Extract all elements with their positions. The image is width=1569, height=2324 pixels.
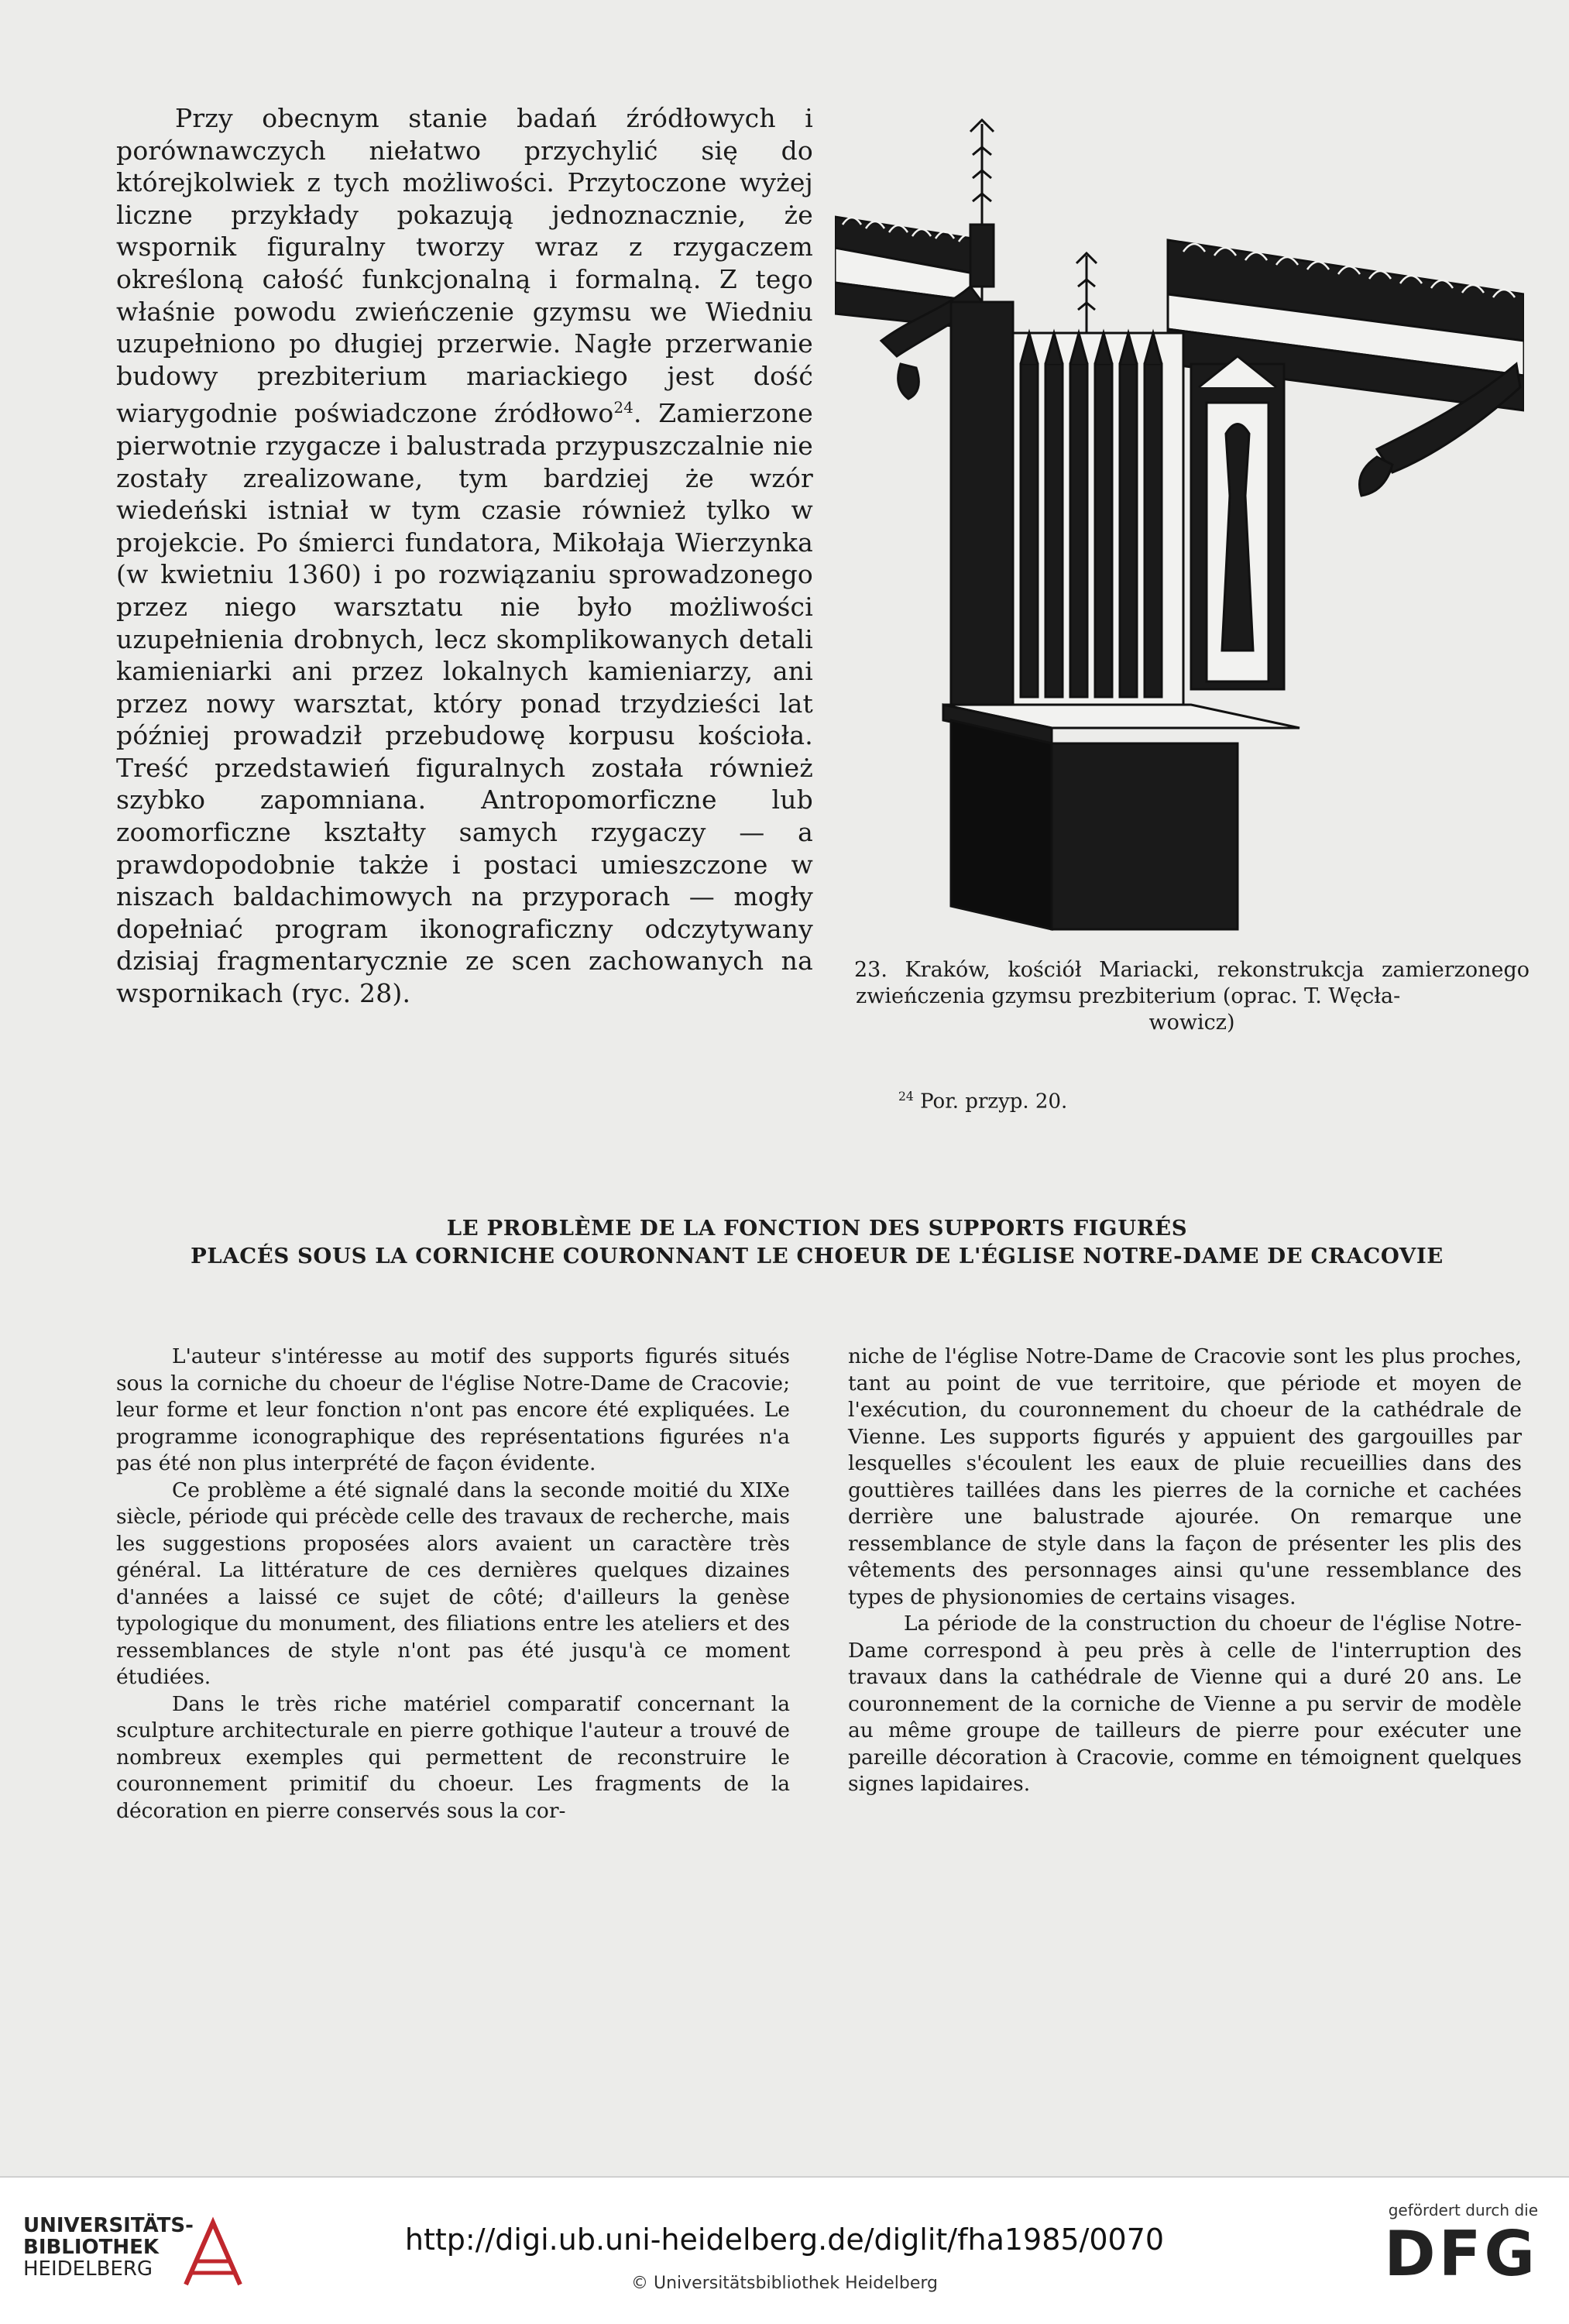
- footnote: [898, 1084, 1363, 1114]
- cornice-drawing-illustration: [835, 108, 1524, 945]
- caption-text: 23. Kraków, kościół Mariacki, rekonstrukcja zamierzonego zwieńczenia gzymsu prezbiterium (oprac. T. Węcła-: [854, 958, 1530, 1008]
- source-url-link[interactable]: http://digi.ub.uni-heidelberg.de/diglit/fha1985/0070: [404, 2223, 1165, 2257]
- polish-paragraph: Przy obecnym stanie badań źródłowych i porównawczych niełatwo przychylić się do którejkolwiek z tych możliwości. Przytoczone wyżej liczne przykłady pokazują jednoznacznie, że wspornik figuralny tworzy wraz z rzygaczem określoną całość funkcjonalną i formalną. Z tego właśnie powodu zwieńczenie gzymsu we Wiedniu uzupełniono po długiej przerwie. Nagłe przerwanie budowy prezbiterium mariackiego jest dość wiarygodnie poświadczone źródłowo: [116, 103, 813, 429]
- french-paragraph: niche de l'église Notre-Dame de Cracovie sont les plus proches, tant au point de vue territoire, que période et moyen de l'exécution, du couronnement du choeur de la cathédrale de Vienne. Les supports figurés y appuient des gargouilles par lesquelles s'écoulent les eaux de pluie recueillies dans des gouttières taillées dans les pierres de la corniche et cachées derrière une balustrade ajourée. On remarque une ressemblance de style dans la façon de présenter les plis des vêtements des personnages ainsi qu'une ressemblance des types de physionomies de certains visages.: [848, 1344, 1522, 1609]
- caption-last-line: wowicz): [1148, 1011, 1235, 1035]
- copyright-notice: © Universitätsbibliothek Heidelberg: [630, 2274, 938, 2293]
- library-name-line-1: UNIVERSITÄTS-: [23, 2214, 194, 2237]
- french-paragraph: Ce problème a été signalé dans la seconde moitié du XIXe siècle, période qui précède celle des travaux de recherche, mais les suggestions proposées alors avaient un caractère très général. La littérature de ces dernières quelques dizaines d'années a laissé ce sujet de côté; d'ailleurs la genèse typologique du monument, des filiations entre les ateliers et des ressemblances de style n'ont pas été jusqu'à ce moment étudiées.: [116, 1478, 790, 1689]
- library-name-line-3: HEIDELBERG: [23, 2257, 153, 2281]
- summary-title-line-1: LE PROBLÈME DE LA FONCTION DES SUPPORTS FIGURÉS: [446, 1216, 1188, 1241]
- sponsor-label: gefördert durch die: [1388, 2201, 1538, 2219]
- french-summary-left-column: [116, 1344, 790, 1825]
- french-paragraph: Dans le très riche matériel comparatif concernant la sculpture architecturale en pierre gothique l'auteur a trouvé de nombreux exemples qui permettent de reconstruire le couronnement primitif du choeur. Les fragments de la décoration en pierre conservés sous la cor-: [116, 1691, 790, 1823]
- dfg-logo-text: DFG: [1384, 2218, 1538, 2290]
- library-name-line-2: BIBLIOTHEK: [23, 2236, 160, 2259]
- polish-paragraph-continued: . Zamierzone pierwotnie rzygacze i balustrada przypuszczalnie nie zostały zrealizowane, tym bardziej że wzór wiedeński istniał w tym czasie również tylko w projekcie. Po śmierci fundatora, Mikołaja Wierzynka (w kwietniu 1360) i po rozwiązaniu sprowadzonego przez niego warsztatu nie było możliwości uzupełnienia drobnych, lecz skomplikowanych detali kamieniarki ani przez lokalnych kamieniarzy, ani przez nowy warsztat, który ponad trzydzieści lat później prowadził przebudowę korpusu kościoła. Treść przedstawień figuralnych została również szybko zapomniana. Antropomorficzne lub zoomorficzne kształty samych rzygaczy — a prawdopodobnie także i postaci umieszczone w niszach baldachimowych na przyporach — mogły dopełniać program ikonograficzny odczytywany dzisiaj fragmentarycznie ze scen zachowanych na wspornikach (ryc. 28).: [116, 398, 813, 1009]
- figure-23-cornice-reconstruction: [835, 108, 1524, 945]
- french-paragraph: La période de la construction du choeur de l'église Notre-Dame correspond à peu près à celle de l'interruption des travaux dans la cathédrale de Vienne qui a duré 20 ans. Le couronnement de la corniche de Vienne a pu servir de modèle au même groupe de tailleurs de pierre pour exécuter une pareille décoration à Cracovie, comme en témoignent quelques signes lapidaires.: [848, 1612, 1522, 1796]
- french-summary-right-column: [848, 1344, 1522, 1798]
- dfg-sponsor-logo[interactable]: [1383, 2201, 1538, 2289]
- summary-title: [116, 1214, 1518, 1270]
- footnote-reference: 24: [613, 399, 634, 417]
- footnote-number: 24: [898, 1090, 914, 1104]
- summary-title-line-2: PLACÉS SOUS LA CORNICHE COURONNANT LE CHOEUR DE L'ÉGLISE NOTRE-DAME DE CRACOVIE: [191, 1244, 1444, 1268]
- polish-text-column: [116, 102, 813, 1010]
- digitization-footer: [0, 2176, 1569, 2324]
- french-paragraph: L'auteur s'intéresse au motif des supports figurés situés sous la corniche du choeur de l'église Notre-Dame de Cracovie; leur forme et leur fonction n'ont pas encore été expliquées. Le programme iconographique des représentations figurées n'a pas été non plus interprété de façon évidente.: [116, 1344, 790, 1475]
- figure-caption: [856, 957, 1530, 1036]
- footnote-text: Por. przyp. 20.: [920, 1090, 1068, 1114]
